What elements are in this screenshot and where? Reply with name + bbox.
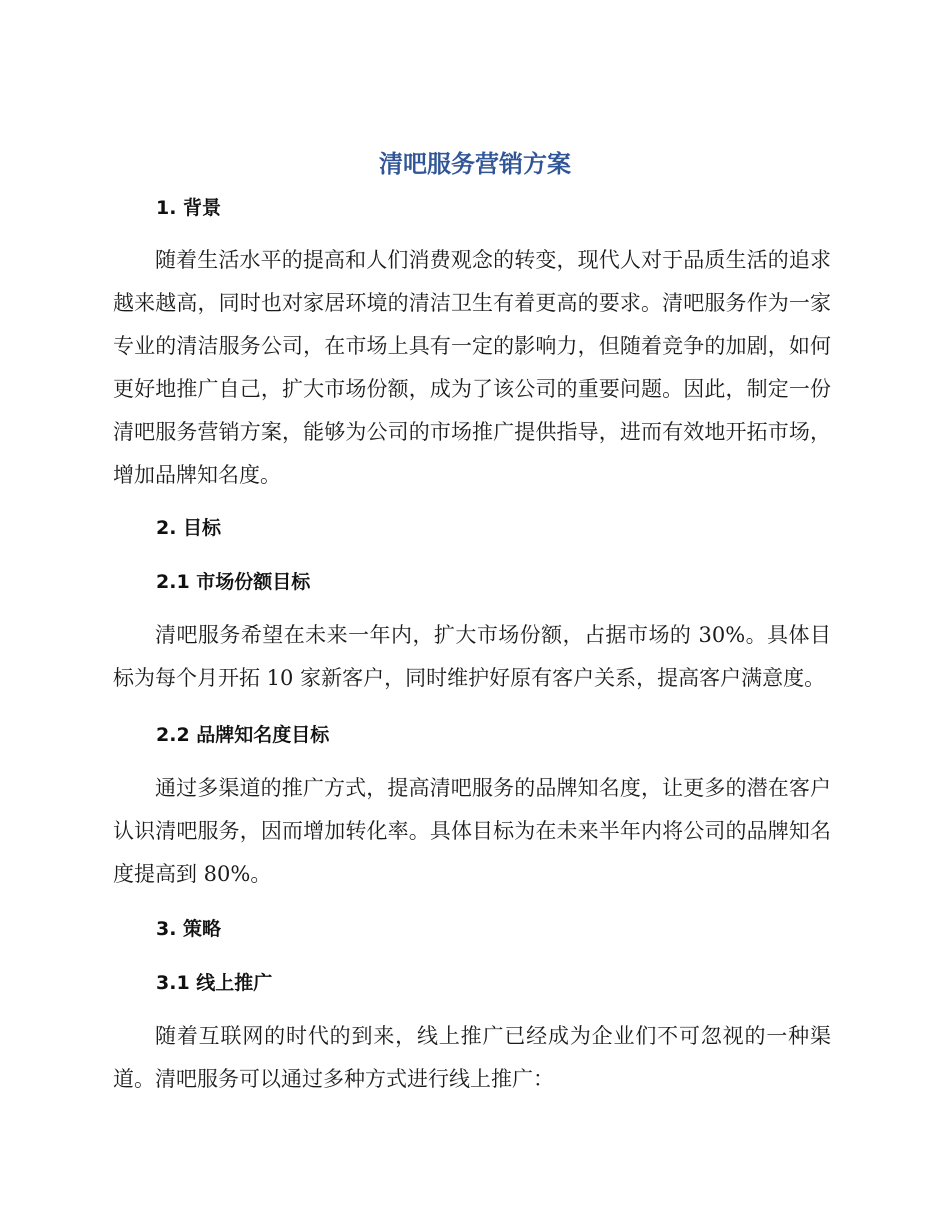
document-title: 清吧服务营销方案 <box>379 150 571 178</box>
paragraph-background: 随着生活水平的提高和人们消费观念的转变，现代人对于品质生活的追求越来越高，同时也对家居环境的清洁卫生有着更高的要求。清吧服务作为一家专业的清洁服务公司，在市场上具有一定的影响力，但随着竞争的加剧，如何更好地推广自己，扩大市场份额，成为了该公司的重要问题。因此，制定一份清吧服务营销方案，能够为公司的市场推广提供指导，进而有效地开拓市场，增加品牌知名度。 <box>113 248 831 487</box>
paragraph-online-promotion: 随着互联网的时代的到来，线上推广已经成为企业们不可忽视的一种渠道。清吧服务可以通过多种方式进行线上推广： <box>113 1024 831 1091</box>
subsection-heading-brand-awareness: 2.2 品牌知名度目标 <box>156 724 330 746</box>
section-heading-strategy: 3. 策略 <box>156 918 222 940</box>
subsection-heading-online-promotion: 3.1 线上推广 <box>156 972 273 994</box>
section-heading-background: 1. 背景 <box>156 197 222 219</box>
paragraph-brand-awareness: 通过多渠道的推广方式，提高清吧服务的品牌知名度，让更多的潜在客户认识清吧服务，因而增加转化率。具体目标为在未来半年内将公司的品牌知名度提高到 80%。 <box>113 776 831 886</box>
subsection-heading-market-share: 2.1 市场份额目标 <box>156 571 311 593</box>
paragraph-market-share: 清吧服务希望在未来一年内，扩大市场份额，占据市场的 30%。具体目标为每个月开拓 10 家新客户，同时维护好原有客户关系，提高客户满意度。 <box>113 623 831 690</box>
section-heading-goals: 2. 目标 <box>156 517 222 539</box>
